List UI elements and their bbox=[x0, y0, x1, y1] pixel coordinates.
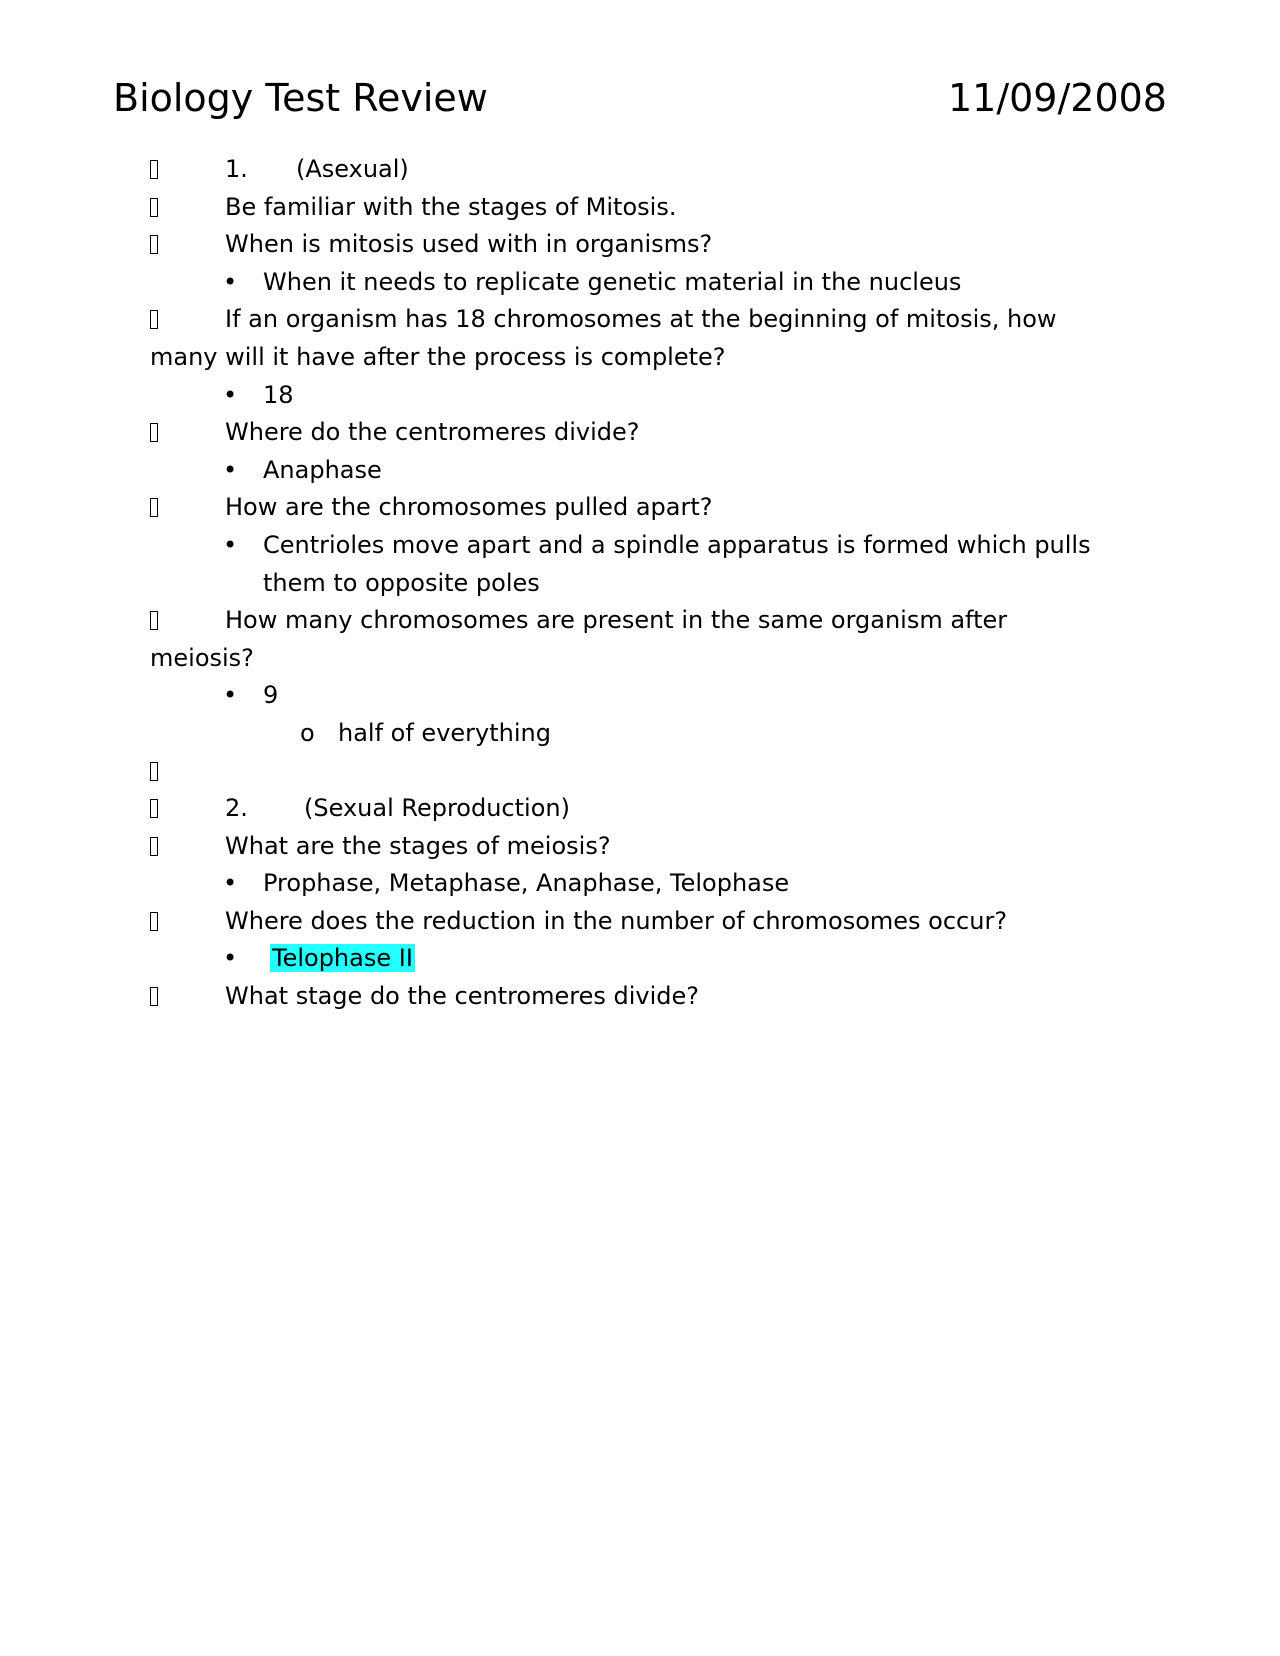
answer-row bbox=[150, 264, 1110, 302]
question-text: If an organism has 18 chromosomes at the beginning of mitosis, how many will it have after the process is complete? bbox=[150, 305, 1057, 371]
question-row bbox=[150, 301, 1110, 376]
document-date: 11/09/2008 bbox=[947, 76, 1167, 120]
answer-row bbox=[150, 377, 1110, 415]
section-number: 1. bbox=[225, 155, 248, 183]
answer-row bbox=[150, 677, 1110, 715]
sub-bullet-icon: o bbox=[300, 718, 315, 747]
question-row bbox=[150, 414, 1110, 452]
question-row bbox=[150, 602, 1110, 677]
missing-glyph-icon bbox=[150, 301, 176, 339]
question-text: What stage do the centromeres divide? bbox=[225, 982, 699, 1011]
question-row bbox=[150, 226, 1110, 264]
missing-glyph-icon bbox=[150, 151, 176, 189]
answer-row bbox=[150, 452, 1110, 490]
question-text: Where does the reduction in the number of chromosomes occur? bbox=[225, 906, 1008, 935]
missing-glyph-icon bbox=[150, 489, 176, 527]
section-1-heading-row bbox=[150, 151, 1110, 189]
question-text: Where do the centromeres divide? bbox=[225, 418, 640, 447]
section-heading: (Asexual) bbox=[296, 155, 409, 183]
question-text: When is mitosis used with in organisms? bbox=[225, 230, 713, 259]
answer-text: 18 bbox=[263, 380, 294, 409]
bullet-icon: • bbox=[223, 455, 238, 484]
document-header bbox=[113, 74, 1167, 122]
bullet-icon: • bbox=[223, 530, 238, 559]
missing-glyph-icon bbox=[150, 753, 176, 791]
answer-text: Centrioles move apart and a spindle apparatus is formed which pulls them to opposite poles bbox=[263, 530, 1091, 597]
missing-glyph-icon bbox=[150, 828, 176, 866]
question-row bbox=[150, 828, 1110, 866]
document-body bbox=[150, 151, 1110, 1016]
bullet-icon: • bbox=[223, 944, 238, 973]
missing-glyph-icon bbox=[150, 790, 176, 828]
answer-text: Anaphase bbox=[263, 455, 382, 484]
bullet-icon: • bbox=[223, 267, 238, 296]
section-heading: (Sexual Reproduction) bbox=[304, 794, 570, 823]
question-text: What are the stages of meiosis? bbox=[225, 831, 611, 860]
missing-glyph-icon bbox=[150, 189, 176, 227]
bullet-icon: • bbox=[223, 681, 238, 710]
question-row bbox=[150, 489, 1110, 527]
bullet-icon: • bbox=[223, 869, 238, 898]
missing-glyph-icon bbox=[150, 978, 176, 1016]
answer-row bbox=[150, 527, 1110, 602]
document-title: Biology Test Review bbox=[113, 76, 488, 120]
highlighted-answer-text: Telophase II bbox=[272, 944, 413, 973]
missing-glyph-icon bbox=[150, 226, 176, 264]
empty-row bbox=[150, 753, 1110, 791]
section-2-heading-row bbox=[150, 790, 1110, 828]
question-text: How many chromosomes are present in the same organism after meiosis? bbox=[150, 606, 1008, 672]
sub-answer-row bbox=[150, 715, 1110, 753]
missing-glyph-icon bbox=[150, 602, 176, 640]
missing-glyph-icon bbox=[150, 903, 176, 941]
answer-text: 9 bbox=[263, 681, 279, 710]
bullet-icon: • bbox=[223, 380, 238, 409]
answer-row bbox=[150, 940, 1110, 978]
question-row bbox=[150, 903, 1110, 941]
answer-text: Prophase, Metaphase, Anaphase, Telophase bbox=[263, 869, 790, 898]
question-text: How are the chromosomes pulled apart? bbox=[225, 493, 713, 522]
question-row bbox=[150, 978, 1110, 1016]
section-number: 2. bbox=[225, 794, 248, 823]
question-row bbox=[150, 189, 1110, 227]
answer-text: When it needs to replicate genetic material in the nucleus bbox=[263, 267, 962, 296]
question-text: Be familiar with the stages of Mitosis. bbox=[225, 192, 677, 221]
missing-glyph-icon bbox=[150, 414, 176, 452]
answer-row bbox=[150, 865, 1110, 903]
sub-answer-text: half of everything bbox=[338, 718, 551, 747]
